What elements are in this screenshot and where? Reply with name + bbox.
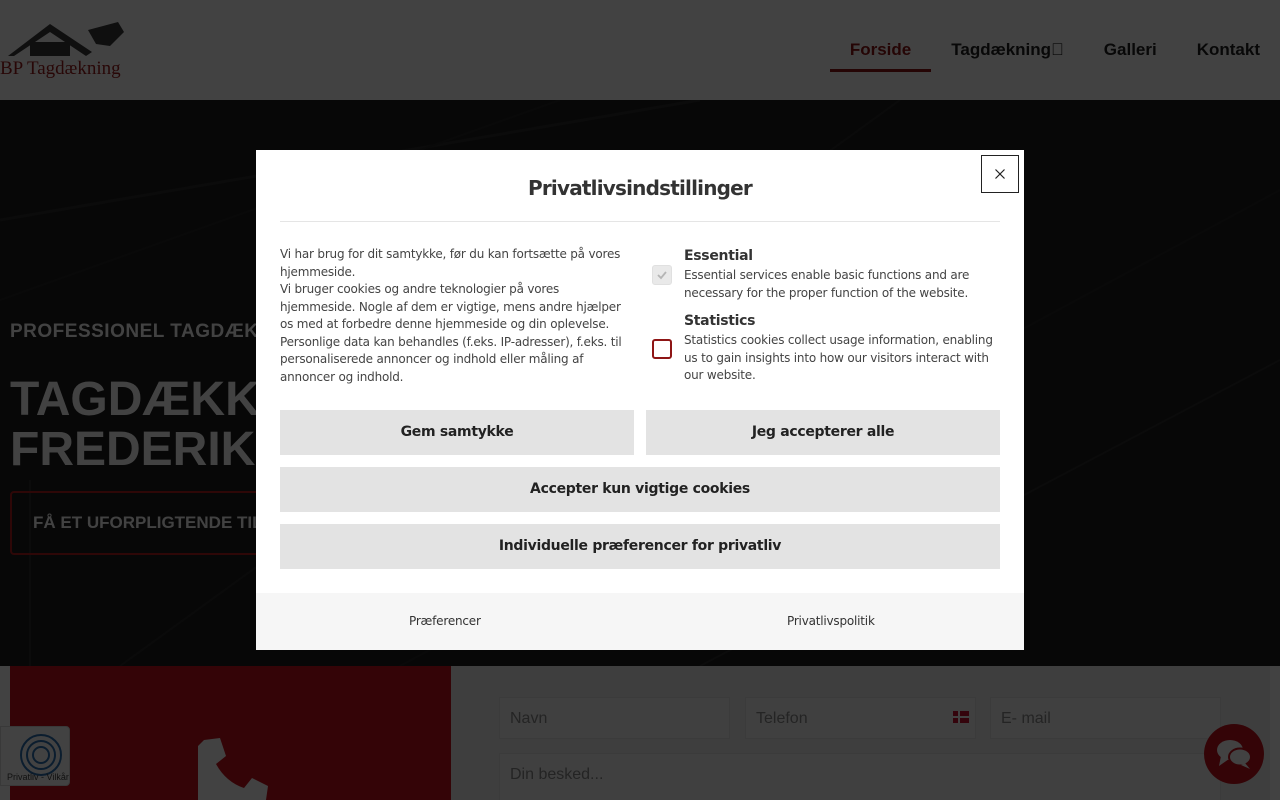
option-name: Essential bbox=[684, 248, 753, 264]
accept-all-button[interactable]: Jeg accepterer alle bbox=[646, 410, 1000, 455]
option-description: Essential services enable basic functions and are necessary for the proper function of the website. bbox=[684, 268, 970, 300]
checkmark-icon bbox=[657, 270, 667, 280]
option-description: Statistics cookies collect usage information, enabling us to gain insights into how our visitors interact with our website. bbox=[684, 333, 993, 382]
privacy-policy-link[interactable]: Privatlivspolitik bbox=[787, 614, 875, 628]
option-name: Statistics bbox=[684, 313, 756, 329]
save-consent-button[interactable]: Gem samtykke bbox=[280, 410, 634, 455]
essential-checkbox bbox=[652, 265, 672, 285]
statistics-checkbox[interactable] bbox=[652, 339, 672, 359]
consent-intro-text: Vi bruger cookies og andre teknologier på vores hjemmeside. Nogle af dem er vigtige, mens andre hjælper os med at forbedre denne hjemmeside og din oplevelse. Personlige data kan behandles (f.eks. IP-adresser), f.eks. til personaliserede annoncer og indhold eller måling af annoncer og indhold. bbox=[280, 282, 622, 384]
dialog-footer bbox=[256, 593, 1024, 650]
preferences-link[interactable]: Præferencer bbox=[409, 614, 481, 628]
individual-preferences-button[interactable]: Individuelle præferencer for privatliv bbox=[280, 524, 1000, 569]
accept-essential-button[interactable]: Accepter kun vigtige cookies bbox=[280, 467, 1000, 512]
consent-intro bbox=[280, 246, 628, 386]
privacy-settings-dialog bbox=[256, 150, 1024, 650]
consent-intro-text: Vi har brug for dit samtykke, før du kan fortsætte på vores hjemmeside. bbox=[280, 247, 621, 279]
divider bbox=[280, 221, 1000, 222]
dialog-title: Privatlivsindstillinger bbox=[527, 176, 752, 200]
